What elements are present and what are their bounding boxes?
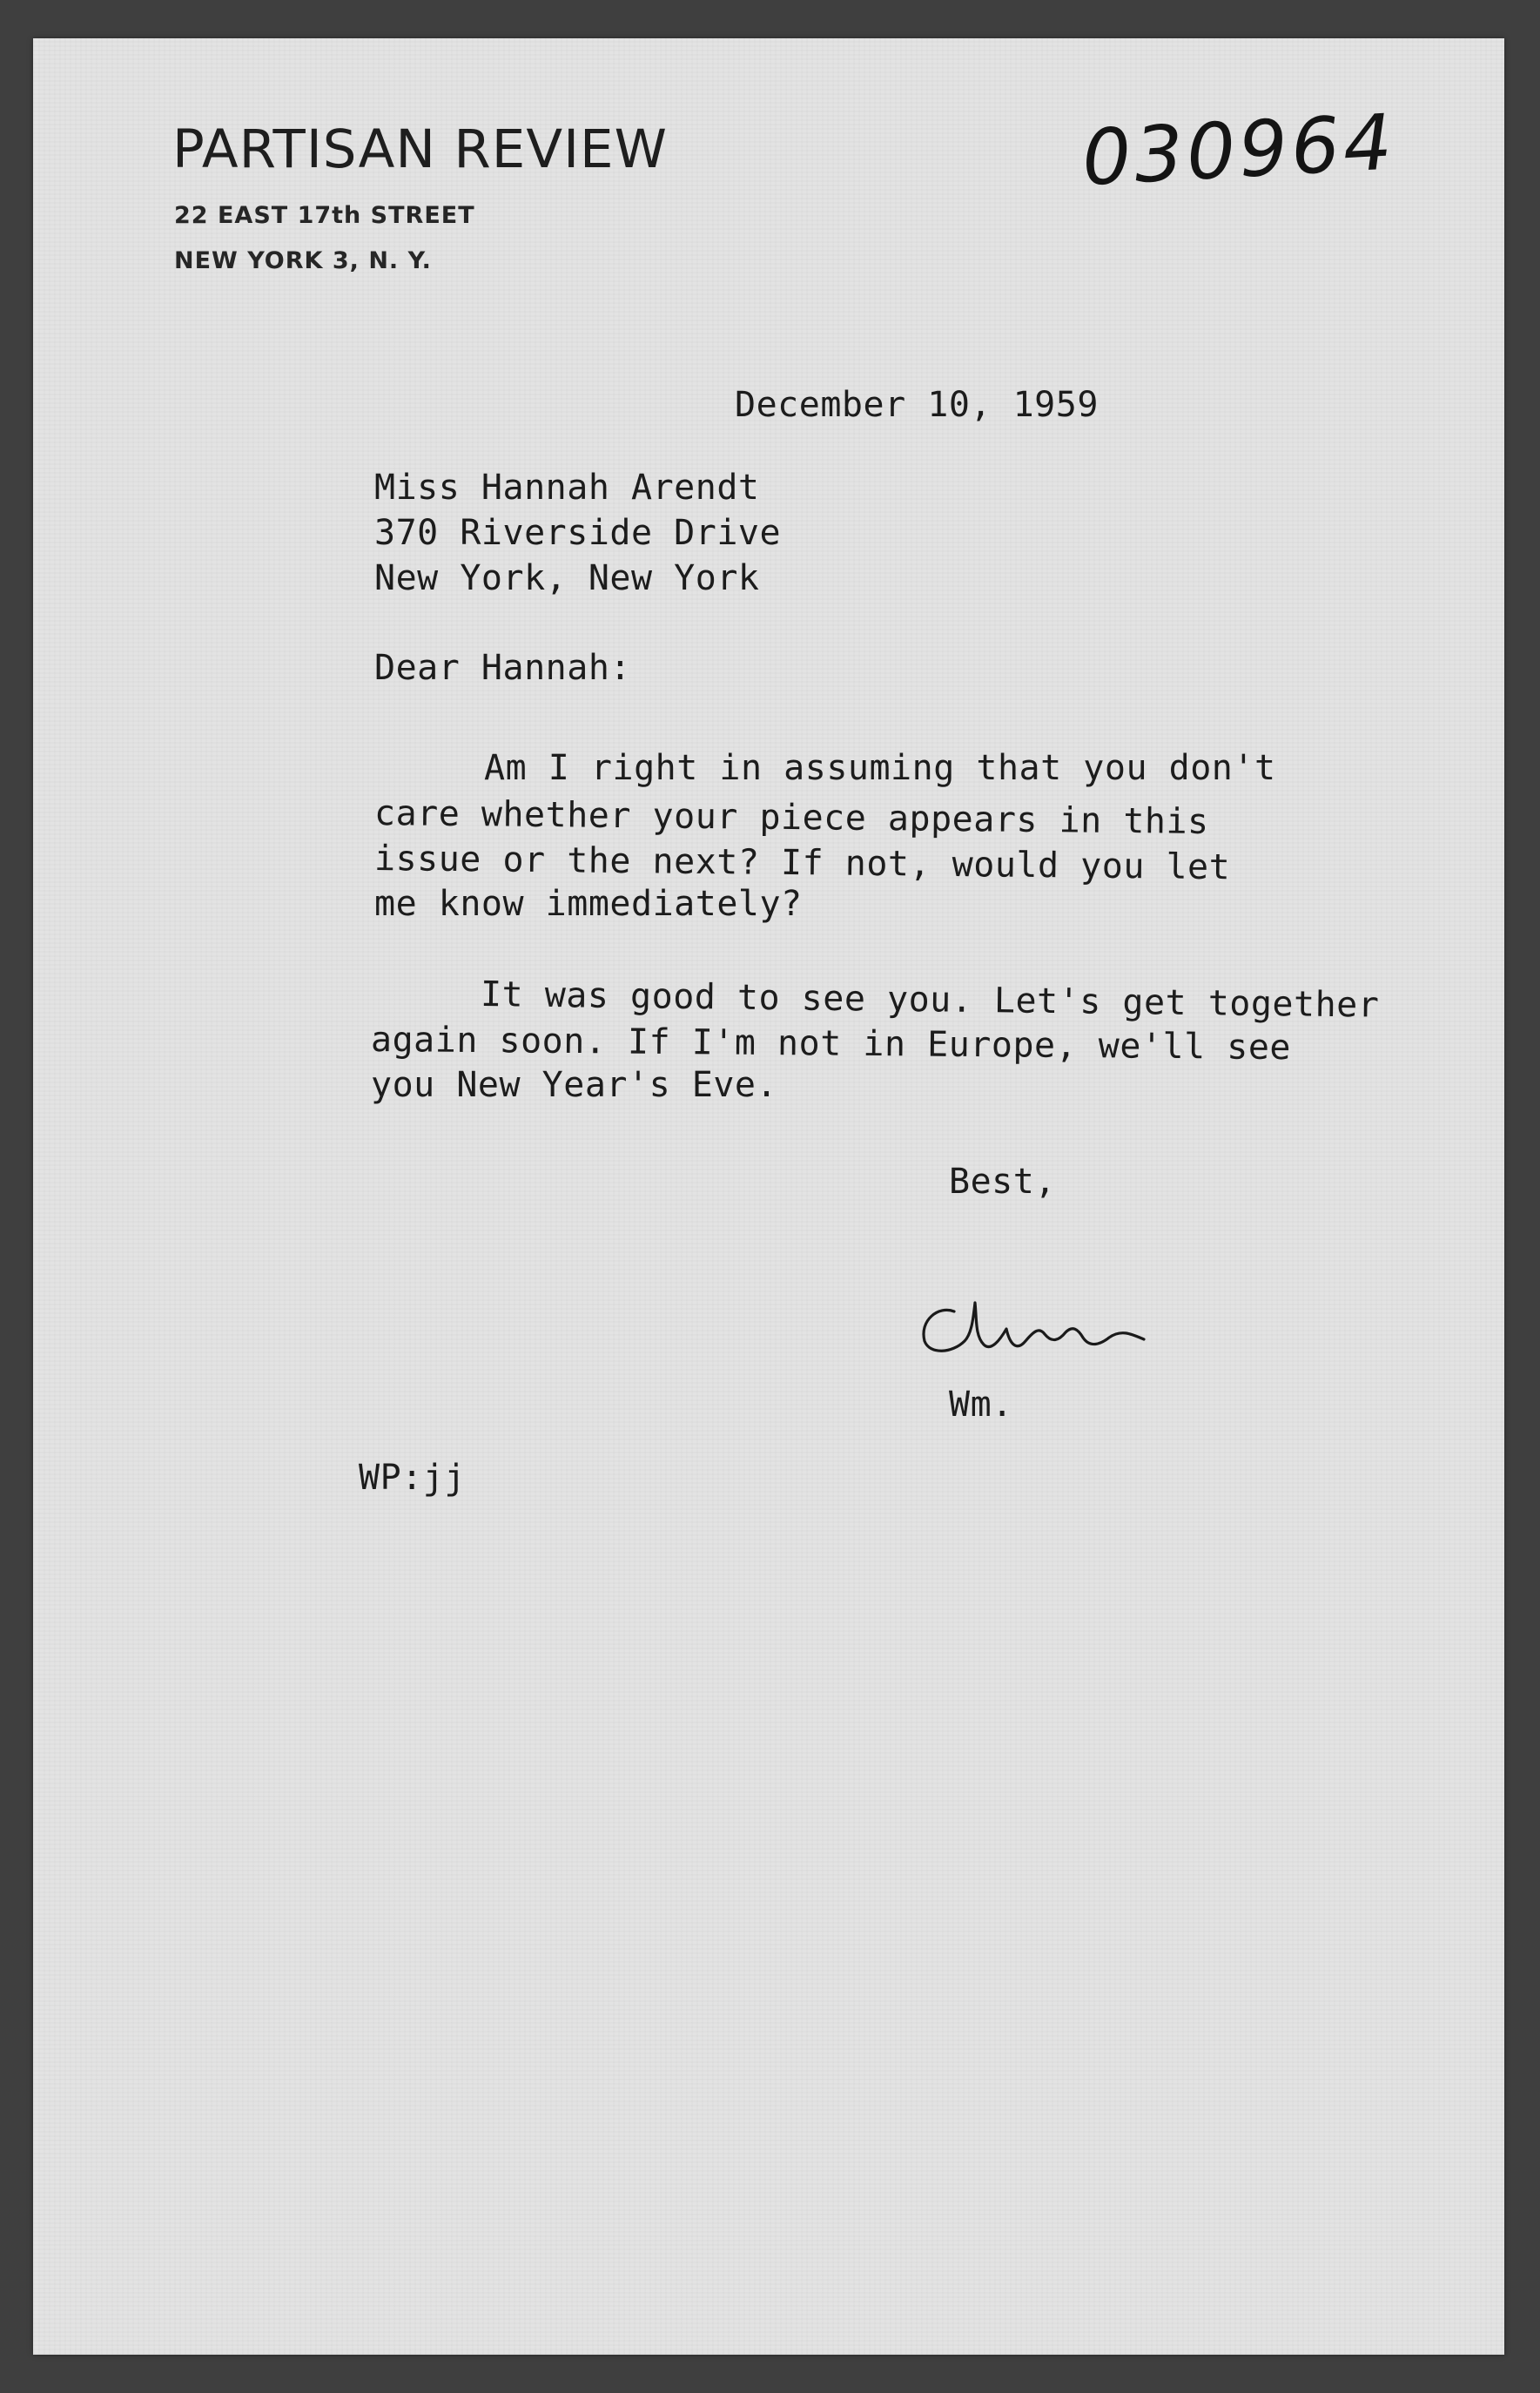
body-paragraph-2-line: again soon. If I'm not in Europe, we'll see xyxy=(370,1020,1292,1068)
body-paragraph-1-line: care whether your piece appears in this xyxy=(373,793,1209,843)
body-paragraph-2-line: you New Year's Eve. xyxy=(371,1065,778,1105)
letterhead-city: NEW YORK 3, N. Y. xyxy=(174,247,432,274)
letter-date: December 10, 1959 xyxy=(735,385,1099,425)
handwritten-archive-number: 030964 xyxy=(1079,97,1398,203)
salutation: Dear Hannah: xyxy=(374,648,631,688)
closing: Best, xyxy=(949,1162,1056,1202)
body-paragraph-1-line: me know immediately? xyxy=(374,884,803,924)
body-paragraph-2-line: It was good to see you. Let's get together xyxy=(480,974,1380,1026)
recipient-city: New York, New York xyxy=(374,558,760,598)
letterhead-street: 22 EAST 17th STREET xyxy=(174,202,475,229)
body-paragraph-1-line: Am I right in assuming that you don't xyxy=(484,748,1276,788)
letter-page xyxy=(33,38,1504,2355)
signer-name: Wm. xyxy=(949,1385,1013,1425)
handwritten-signature xyxy=(904,1257,1234,1371)
reference-initials: WP:jj xyxy=(359,1458,466,1498)
letterhead-title: PARTISAN REVIEW xyxy=(172,118,668,180)
recipient-street: 370 Riverside Drive xyxy=(374,513,782,553)
body-paragraph-1-line: issue or the next? If not, would you let xyxy=(373,839,1231,888)
recipient-name: Miss Hannah Arendt xyxy=(374,468,760,508)
